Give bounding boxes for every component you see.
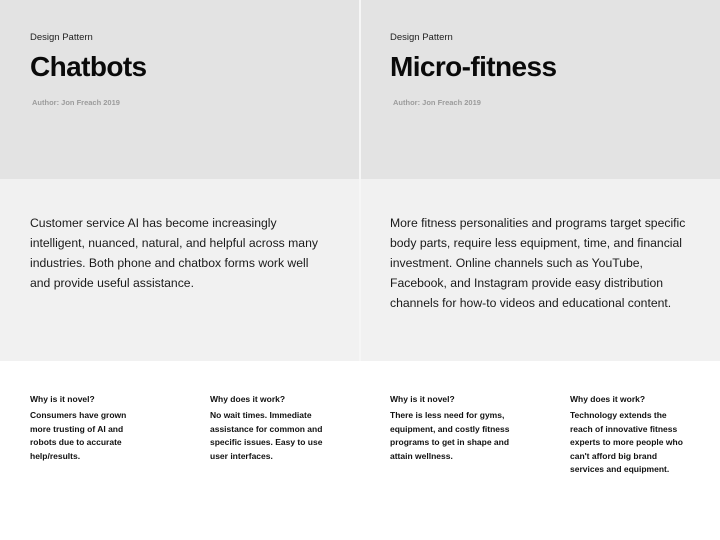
pattern-card-chatbots	[0, 0, 359, 540]
card-description: Customer service AI has become increasingly intelligent, nuanced, natural, and helpful across many industries. Both phone and chatbox forms work well and provide useful assistance.	[30, 216, 318, 290]
works-heading: Why does it work?	[210, 394, 286, 404]
design-pattern-label: Design Pattern	[390, 32, 453, 43]
works-text: Technology extends the reach of innovative fitness experts to more people who can't afford big brand services and equipment.	[570, 410, 683, 475]
author-credit: Author: Jon Freach 2019	[32, 98, 120, 107]
card-title: Micro-fitness	[390, 51, 557, 82]
works-text: No wait times. Immediate assistance for common and specific issues. Easy to use user interfaces.	[210, 410, 323, 461]
card-title: Chatbots	[30, 51, 147, 82]
novel-text: Consumers have grown more trusting of AI and robots due to accurate help/results.	[30, 410, 127, 461]
card-header	[361, 0, 720, 179]
novel-heading: Why is it novel?	[390, 394, 455, 404]
works-heading: Why does it work?	[570, 394, 646, 404]
author-credit: Author: Jon Freach 2019	[393, 98, 481, 107]
design-pattern-label: Design Pattern	[30, 32, 93, 43]
pattern-card-micro-fitness	[361, 0, 720, 540]
novel-heading: Why is it novel?	[30, 394, 95, 404]
card-header	[0, 0, 359, 179]
card-description: More fitness personalities and programs target specific body parts, require less equipment, time, and financial investment. Online channels such as YouTube, Facebook, and Instagram provide easy distribution channels for how-to videos and educational content.	[390, 216, 686, 310]
novel-text: There is less need for gyms, equipment, and costly fitness programs to get in shape and attain wellness.	[390, 410, 510, 461]
